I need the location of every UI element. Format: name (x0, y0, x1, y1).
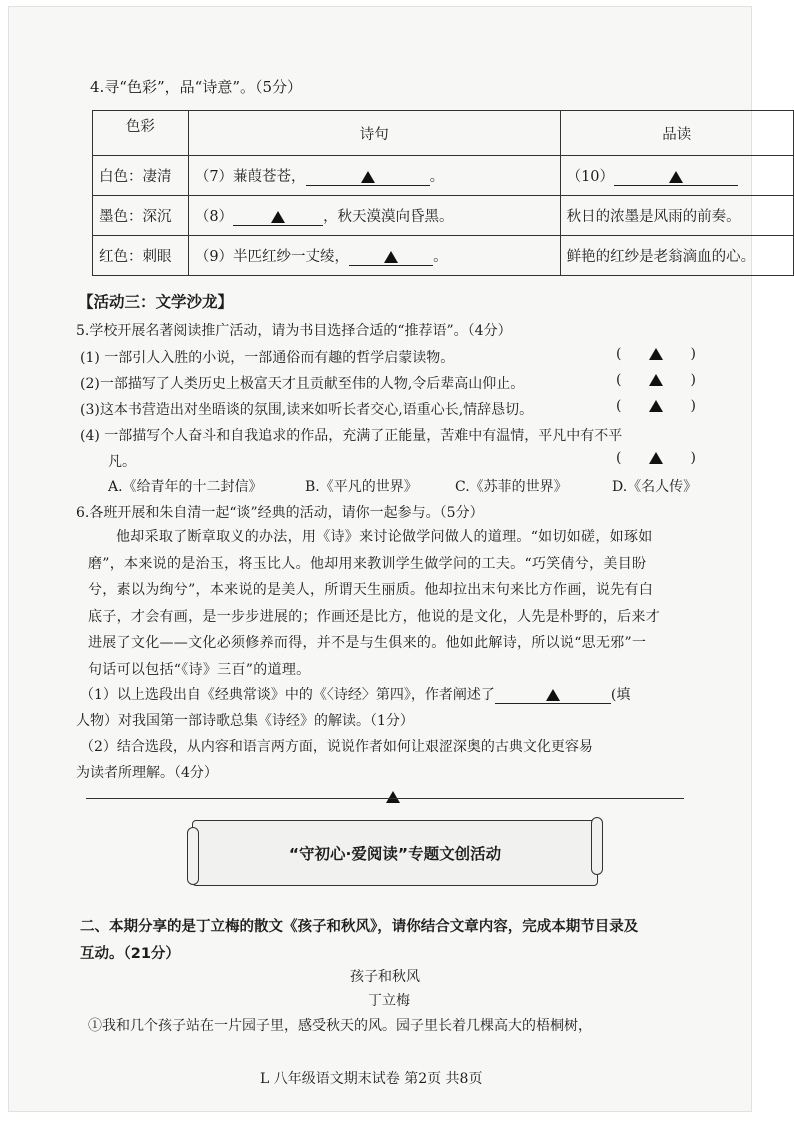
header-read: 品读 (560, 111, 793, 156)
triangle-icon (361, 171, 375, 183)
row-color: 墨色：深沉 (93, 196, 189, 236)
q6-passage (88, 524, 696, 683)
poem-table (92, 110, 794, 276)
poem-text: （7）蒹葭苍苍， (194, 169, 306, 185)
q4-title: 4.寻“色彩”，品“诗意”。（5分） (90, 78, 303, 96)
answer-paren-2[interactable]: ( ) (616, 372, 696, 388)
poem-text: （9）半匹红纱一丈绫， (194, 249, 350, 265)
answer-paren-1[interactable]: ( ) (616, 346, 696, 362)
passage-line: 他却采取了断章取义的办法，用《诗》来讨论做学问做人的道理。“如切如磋，如琢如 (116, 529, 653, 545)
triangle-icon (384, 251, 398, 263)
answer-blank-q6-1[interactable] (495, 687, 611, 704)
section2-line2: 互动。（21分） (80, 946, 180, 962)
row-read: 秋日的浓墨是风雨的前奏。 (560, 196, 793, 236)
q6-sub1: （1）以上选段出自《经典常谈》中的《〈诗经〉第四》，作者阐述了 (填 (80, 687, 631, 703)
q6-title: 6.各班开展和朱自清一起“谈”经典的活动，请你一起参与。（5分） (76, 505, 484, 521)
row-color: 白色：凄清 (93, 156, 189, 196)
row-read: 鲜艳的红纱是老翁滴血的心。 (560, 236, 793, 276)
table-row (93, 156, 794, 196)
poem-text: （8） (194, 209, 234, 225)
answer-line[interactable] (86, 798, 684, 799)
answer-paren-3[interactable]: ( ) (616, 398, 696, 414)
row-color: 红色：刺眼 (93, 236, 189, 276)
row-poem (188, 196, 560, 236)
triangle-icon (649, 348, 663, 360)
header-poem: 诗句 (188, 111, 560, 156)
option-d: D.《名人传》 (612, 479, 698, 495)
answer-blank-8[interactable] (233, 209, 323, 226)
answer-blank-10[interactable] (614, 169, 738, 186)
triangle-icon (546, 689, 560, 701)
answer-blank-7[interactable] (306, 169, 430, 186)
row-read (560, 156, 793, 196)
table-header-row (93, 111, 794, 156)
triangle-icon (386, 791, 400, 803)
passage-line: 兮，素以为绚兮”，本来说的是美人，所谓天生丽质。他却拉出末句来比方作画，说先有白 (88, 582, 654, 598)
poem-text: 。 (433, 249, 448, 265)
passage-line: 进展了文化——文化必须修养而得，并不是与生俱来的。他如此解诗，所以说“思无邪”一 (88, 635, 647, 651)
option-a: A.《给青年的十二封信》 (108, 479, 263, 495)
q5-title: 5.学校开展名著阅读推广活动，请为书目选择合适的“推荐语”。（4分） (76, 323, 512, 339)
answer-paren-4[interactable]: ( ) (616, 450, 696, 466)
q5-item-3: (3)这本书营造出对坐晤谈的氛围,读来如听长者交心,语重心长,情辞恳切。 (80, 402, 534, 418)
q6-sub2-cont: 为读者所理解。（4分） (76, 765, 218, 781)
page-footer: L 八年级语文期末试卷 第2页 共8页 (260, 1071, 483, 1087)
triangle-icon (649, 452, 663, 464)
triangle-icon (649, 400, 663, 412)
q6-sub2: （2）结合选段，从内容和语言两方面，说说作者如何让艰涩深奥的古典文化更容易 (80, 739, 593, 755)
article-title: 孩子和秋风 (350, 969, 420, 985)
poem-text: 。 (429, 169, 445, 185)
article-para-1: ①我和几个孩子站在一片园子里，感受秋天的风。园子里长着几棵高大的梧桐树， (88, 1018, 592, 1034)
activity3-title: 【活动三：文学沙龙】 (78, 293, 234, 311)
table-row (93, 236, 794, 276)
row-poem (188, 156, 560, 196)
banner-title: “守初心·爱阅读”专题文创活动 (288, 845, 502, 863)
header-color: 色彩 (93, 111, 189, 156)
q5-item-2: (2)一部描写了人类历史上极富天才且贡献至伟的人物,令后辈高山仰止。 (80, 376, 525, 392)
q5-item-4: (4) 一部描写个人奋斗和自我追求的作品，充满了正能量，苦难中有温情，平凡中有不平 (80, 428, 623, 444)
section2-line1: 二、本期分享的是丁立梅的散文《孩子和秋风》，请你结合文章内容，完成本期节目录及 (80, 919, 639, 935)
passage-line: 底子，才会有画，是一步步进展的；作画还是比方，他说的是文化，人先是朴野的，后来才 (88, 608, 660, 625)
triangle-icon (649, 374, 663, 386)
q5-item-4-cont: 凡。 (108, 454, 136, 470)
passage-line: 句话可以包括“《诗》三百”的道理。 (88, 661, 311, 678)
q5-item-1: (1) 一部引人入胜的小说，一部通俗而有趣的哲学启蒙读物。 (80, 350, 455, 366)
article-author: 丁立梅 (368, 993, 410, 1009)
activity-banner (192, 820, 598, 886)
triangle-icon (669, 171, 683, 183)
answer-blank-9[interactable] (349, 249, 433, 266)
read-text: （10） (566, 169, 615, 185)
poem-text: ，秋天漠漠向昏黑。 (323, 209, 454, 225)
triangle-icon (271, 211, 285, 223)
option-c: C.《苏菲的世界》 (455, 479, 568, 495)
answer-marker (386, 786, 400, 805)
row-poem (188, 236, 560, 276)
option-b: B.《平凡的世界》 (305, 479, 418, 495)
table-row (93, 196, 794, 236)
passage-line: 磨”，本来说的是治玉，将玉比人。他却用来教训学生做学问的工夫。“巧笑倩兮，美目盼 (88, 555, 647, 572)
q6-sub1-cont: 人物）对我国第一部诗歌总集《诗经》的解读。（1分） (76, 713, 414, 729)
